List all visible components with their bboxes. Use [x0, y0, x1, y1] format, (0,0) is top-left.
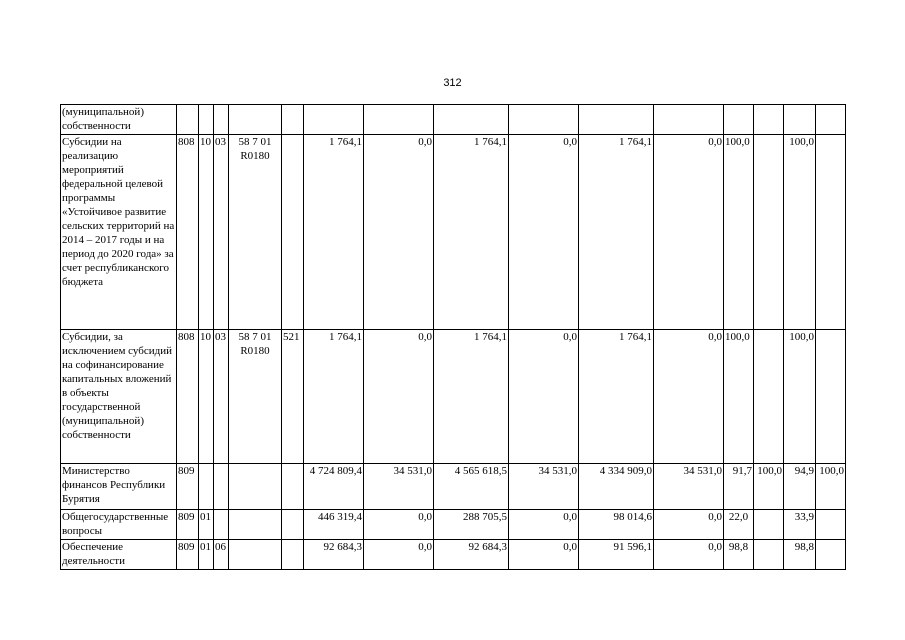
cell-vr: [282, 464, 304, 510]
cell-v6: [654, 105, 724, 135]
cell-v1: [304, 105, 364, 135]
cell-csr: [229, 510, 282, 540]
cell-p1: [724, 105, 754, 135]
cell-v5: 1 764,1: [579, 330, 654, 464]
cell-v1: 92 684,3: [304, 540, 364, 570]
cell-v5: 4 334 909,0: [579, 464, 654, 510]
cell-v3: 1 764,1: [434, 330, 509, 464]
cell-v6: 0,0: [654, 540, 724, 570]
cell-p1: 22,0: [724, 510, 754, 540]
cell-csr: 58 7 01 R0180: [229, 330, 282, 464]
cell-name: Субсидии на реализацию мероприятий федеральной целевой программы «Устойчивое развитие сельских территорий на 2014 – 2017 годы и на период до 2020 года» за счет республиканского бюджета: [61, 135, 177, 330]
cell-csr: [229, 540, 282, 570]
cell-p4: [816, 105, 846, 135]
table-row: [61, 105, 846, 135]
cell-p2: 100,0: [754, 464, 784, 510]
cell-vr: [282, 510, 304, 540]
table-row: [61, 330, 846, 464]
cell-p3: 33,9: [784, 510, 816, 540]
cell-csr: 58 7 01 R0180: [229, 135, 282, 330]
cell-v3: 288 705,5: [434, 510, 509, 540]
cell-v4: 0,0: [509, 330, 579, 464]
cell-p3: 94,9: [784, 464, 816, 510]
table-row: [61, 464, 846, 510]
cell-vr: [282, 135, 304, 330]
cell-v5: 1 764,1: [579, 135, 654, 330]
cell-gr: 808: [177, 135, 199, 330]
cell-vr: 521: [282, 330, 304, 464]
cell-v2: 0,0: [364, 135, 434, 330]
cell-v6: 0,0: [654, 330, 724, 464]
cell-v3: 92 684,3: [434, 540, 509, 570]
cell-v2: 0,0: [364, 510, 434, 540]
cell-v5: 98 014,6: [579, 510, 654, 540]
cell-name: Обеспечение деятельности: [61, 540, 177, 570]
cell-p2: [754, 540, 784, 570]
cell-gr: [177, 105, 199, 135]
cell-v1: 446 319,4: [304, 510, 364, 540]
cell-v3: 4 565 618,5: [434, 464, 509, 510]
cell-v1: 1 764,1: [304, 330, 364, 464]
cell-v2: 34 531,0: [364, 464, 434, 510]
cell-p4: 100,0: [816, 464, 846, 510]
cell-p2: [754, 510, 784, 540]
cell-pr: 06: [214, 540, 229, 570]
cell-rz: 10: [199, 330, 214, 464]
cell-p3: 100,0: [784, 135, 816, 330]
cell-v4: 0,0: [509, 540, 579, 570]
cell-gr: 808: [177, 330, 199, 464]
cell-v6: 0,0: [654, 135, 724, 330]
cell-p4: [816, 330, 846, 464]
cell-pr: [214, 464, 229, 510]
cell-v2: 0,0: [364, 330, 434, 464]
cell-rz: 10: [199, 135, 214, 330]
cell-p4: [816, 135, 846, 330]
cell-gr: 809: [177, 540, 199, 570]
table-row: [61, 510, 846, 540]
cell-csr: [229, 464, 282, 510]
cell-name: Общегосударственные вопросы: [61, 510, 177, 540]
cell-csr: [229, 105, 282, 135]
cell-p2: [754, 330, 784, 464]
table-body: [61, 105, 846, 570]
cell-p4: [816, 540, 846, 570]
cell-vr: [282, 105, 304, 135]
cell-v5: [579, 105, 654, 135]
cell-name: (муниципальной) собственности: [61, 105, 177, 135]
cell-gr: 809: [177, 464, 199, 510]
cell-v3: 1 764,1: [434, 135, 509, 330]
cell-pr: 03: [214, 330, 229, 464]
cell-v1: 1 764,1: [304, 135, 364, 330]
cell-p1: 98,8: [724, 540, 754, 570]
table-row: [61, 540, 846, 570]
budget-table: [60, 104, 846, 570]
cell-p3: 100,0: [784, 330, 816, 464]
cell-rz: [199, 105, 214, 135]
cell-v1: 4 724 809,4: [304, 464, 364, 510]
cell-p3: [784, 105, 816, 135]
cell-v6: 34 531,0: [654, 464, 724, 510]
cell-p1: 100,0: [724, 135, 754, 330]
cell-v4: 0,0: [509, 135, 579, 330]
cell-v2: [364, 105, 434, 135]
cell-pr: [214, 510, 229, 540]
cell-p2: [754, 135, 784, 330]
cell-rz: [199, 464, 214, 510]
cell-v3: [434, 105, 509, 135]
cell-gr: 809: [177, 510, 199, 540]
cell-vr: [282, 540, 304, 570]
cell-p4: [816, 510, 846, 540]
cell-rz: 01: [199, 510, 214, 540]
cell-p1: 91,7: [724, 464, 754, 510]
cell-v6: 0,0: [654, 510, 724, 540]
cell-v4: [509, 105, 579, 135]
cell-pr: [214, 105, 229, 135]
cell-pr: 03: [214, 135, 229, 330]
cell-v4: 0,0: [509, 510, 579, 540]
cell-rz: 01: [199, 540, 214, 570]
cell-p3: 98,8: [784, 540, 816, 570]
cell-p1: 100,0: [724, 330, 754, 464]
cell-name: Субсидии, за исключением субсидий на софинансирование капитальных вложений в объекты государственной (муниципальной) собственности: [61, 330, 177, 464]
cell-v4: 34 531,0: [509, 464, 579, 510]
cell-name: Министерство финансов Республики Бурятия: [61, 464, 177, 510]
cell-p2: [754, 105, 784, 135]
page-number: 312: [443, 77, 462, 89]
cell-v5: 91 596,1: [579, 540, 654, 570]
cell-v2: 0,0: [364, 540, 434, 570]
table-row: [61, 135, 846, 330]
